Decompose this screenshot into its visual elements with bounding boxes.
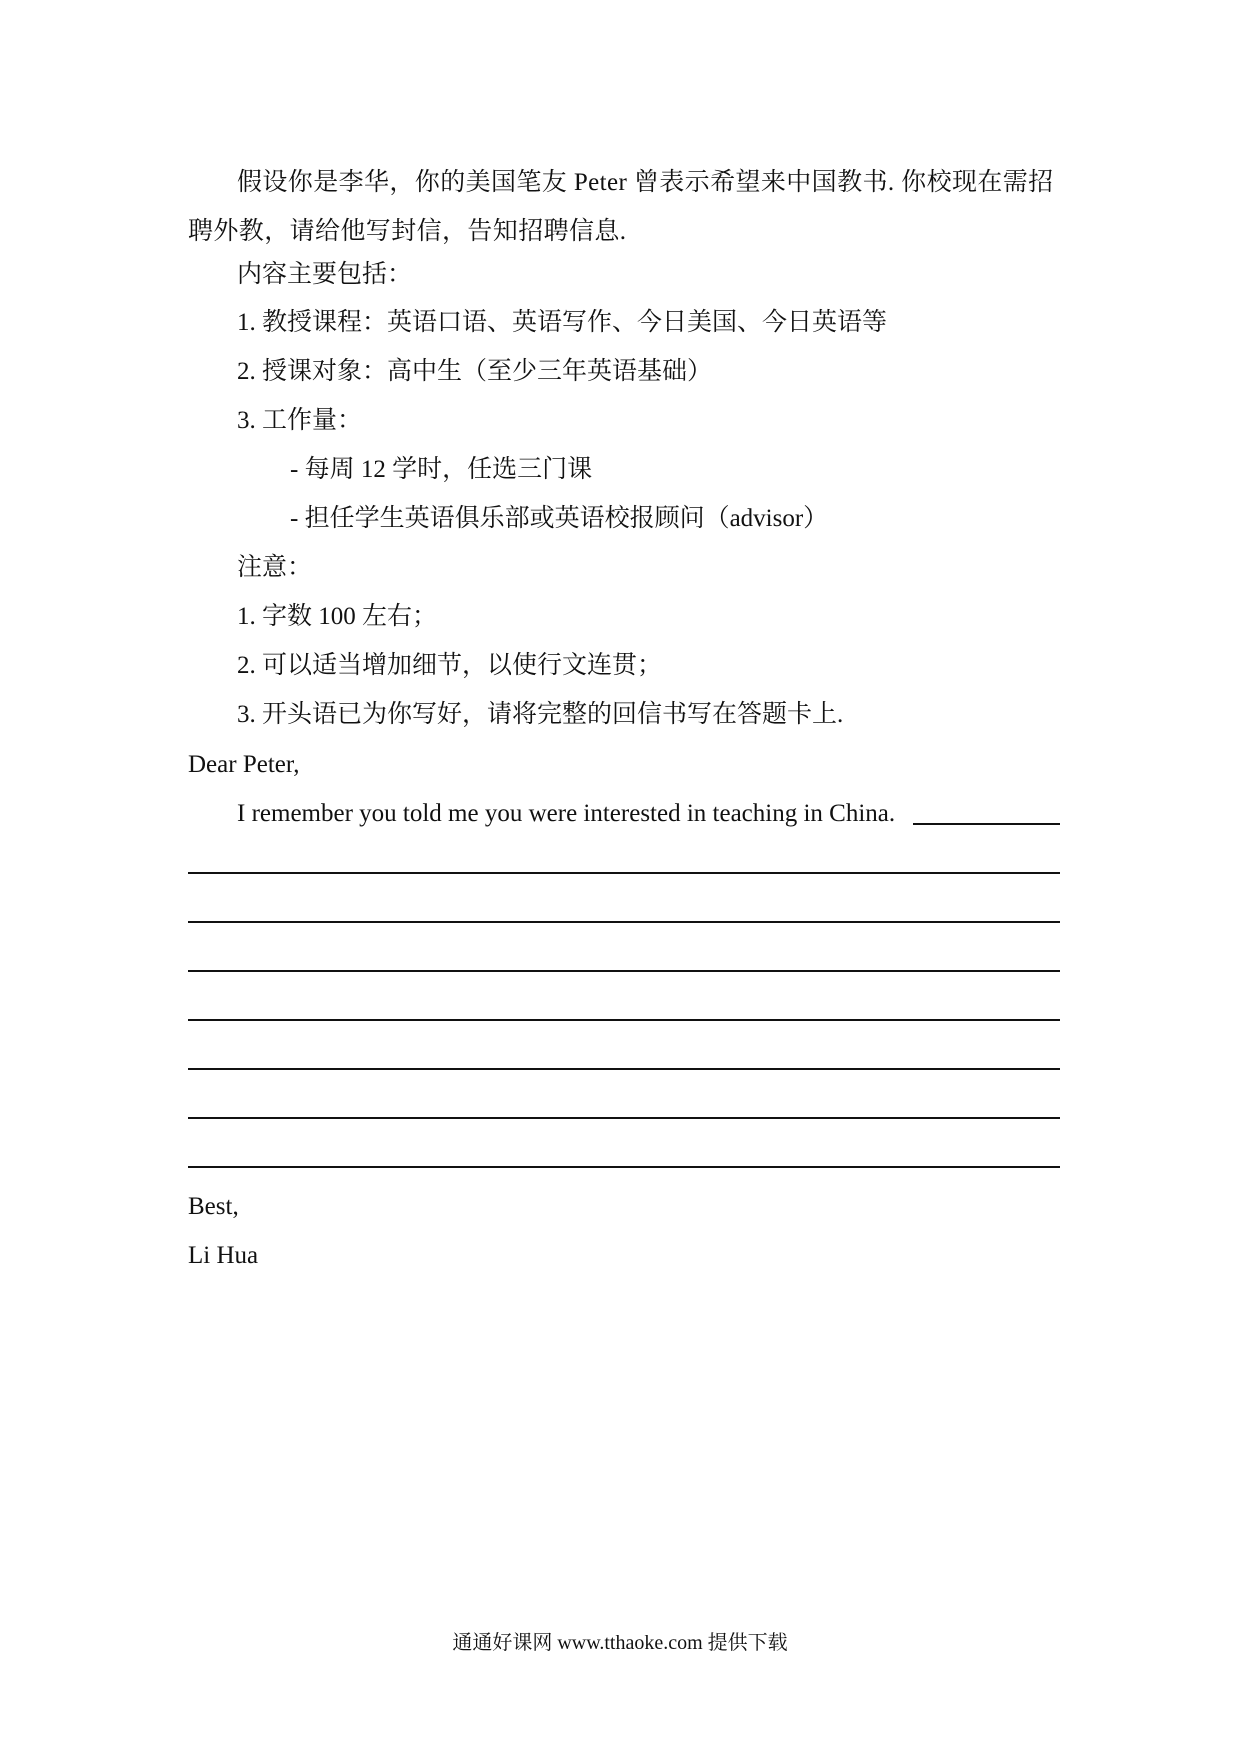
- note-item-1: 1. 字数 100 左右；: [237, 603, 438, 630]
- workload-sub-item-2: - 担任学生英语俱乐部或英语校报顾问（advisor）: [290, 505, 829, 532]
- answer-line: [188, 970, 1060, 972]
- letter-salutation: Dear Peter,: [188, 751, 300, 778]
- content-heading: 内容主要包括：: [237, 261, 413, 288]
- answer-line: [188, 1117, 1060, 1119]
- note-item-2: 2. 可以适当增加细节，以使行文连贯；: [237, 652, 663, 679]
- content-item-2: 2. 授课对象：高中生（至少三年英语基础）: [237, 358, 713, 385]
- answer-line: [188, 1166, 1060, 1168]
- footer-credit: 通通好课网 www.tthaoke.com 提供下载: [452, 1632, 788, 1654]
- answer-line: [188, 1019, 1060, 1021]
- notes-heading: 注意：: [237, 554, 313, 581]
- letter-signature: Li Hua: [188, 1242, 259, 1269]
- answer-line: [188, 1068, 1060, 1070]
- workload-sub-item-1: - 每周 12 学时，任选三门课: [290, 456, 593, 483]
- answer-blank: [913, 823, 1060, 825]
- task-intro: 假设你是李华，你的美国笔友 Peter 曾表示希望来中国教书. 你校现在需招聘外教，请给他写封信，告知招聘信息.: [188, 169, 1054, 245]
- content-item-3: 3. 工作量：: [237, 407, 363, 434]
- note-item-3: 3. 开头语已为你写好，请将完整的回信书写在答题卡上.: [237, 701, 844, 728]
- answer-line: [188, 921, 1060, 923]
- content-item-1: 1. 教授课程：英语口语、英语写作、今日美国、今日英语等: [237, 309, 888, 336]
- letter-closing: Best,: [188, 1193, 239, 1220]
- answer-line: [188, 872, 1060, 874]
- letter-opening: I remember you told me you were interested in teaching in China.: [237, 800, 896, 827]
